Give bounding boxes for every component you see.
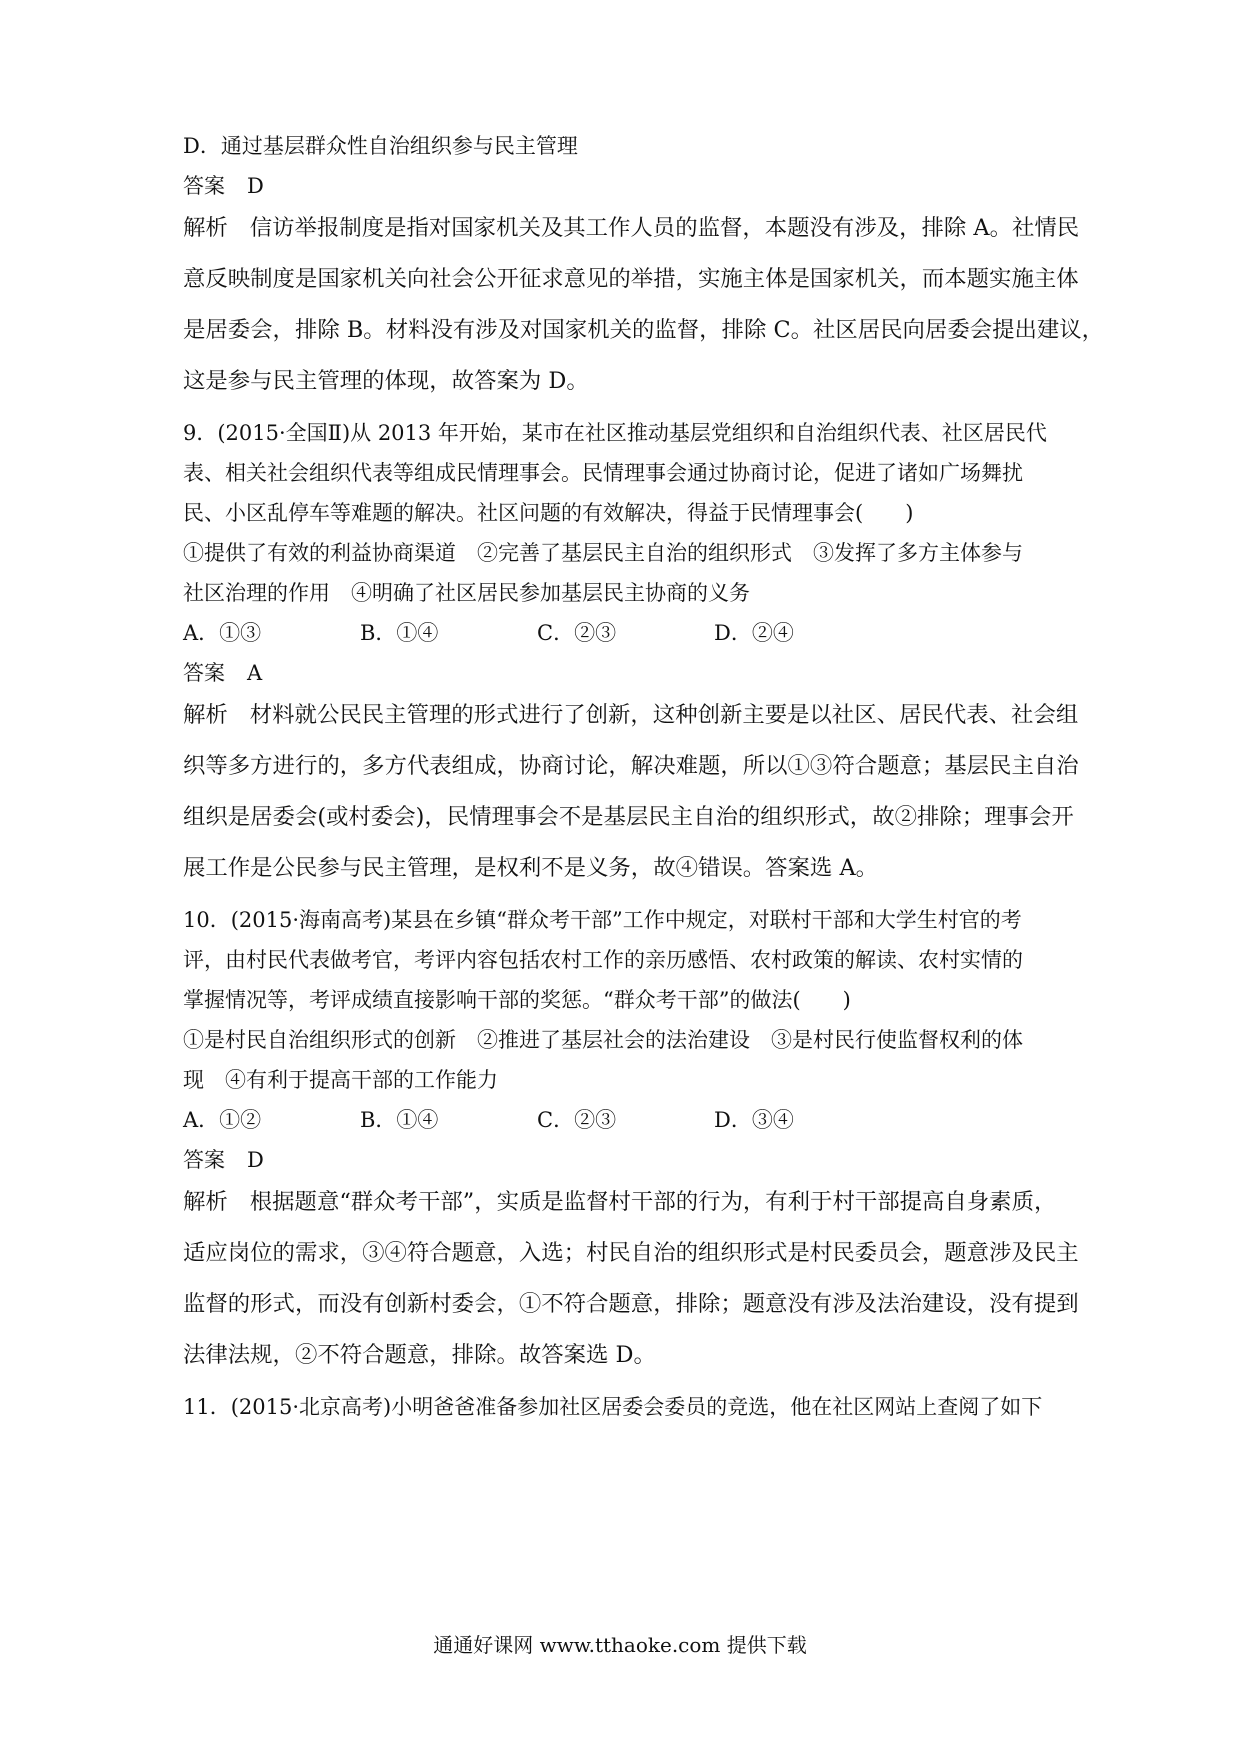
q10-analysis-line-2: 适应岗位的需求，③④符合题意，入选；村民自治的组织形式是村民委员会，题意涉及民主	[183, 1240, 1079, 1266]
q9-line-2: 表、相关社会组织代表等组成民情理事会。民情理事会通过协商讨论，促进了诸如广场舞扰	[183, 461, 1023, 485]
q10-line-2: 评，由村民代表做考官，考评内容包括农村工作的亲历感悟、农村政策的解读、农村实情的	[183, 948, 1023, 972]
q8-answer	[183, 171, 1063, 201]
q9-analysis-line-1	[183, 700, 1079, 730]
q9-analysis-line-4: 展工作是公民参与民主管理，是权利不是义务，故④错误。答案选 A。	[183, 855, 879, 881]
answer-value: D	[247, 174, 264, 198]
analysis-text: 材料就公民民主管理的形式进行了创新，这种创新主要是以社区、居民代表、社会组	[249, 702, 1079, 728]
q10-line-1: 10．(2015·海南高考)某县在乡镇“群众考干部”工作中规定，对联村干部和大学生村官的考	[183, 908, 1022, 932]
q8-analysis-line-2: 意反映制度是国家机关向社会公开征求意见的举措，实施主体是国家机关，而本题实施主体	[183, 266, 1079, 292]
q11-line-1: 11．(2015·北京高考)小明爸爸准备参加社区居委会委员的竞选，他在社区网站上查阅了如下	[183, 1395, 1043, 1419]
answer-label: 答案	[183, 174, 225, 198]
analysis-label: 解析	[183, 702, 228, 728]
q10-option-b: B．①④	[360, 1108, 439, 1132]
q9-answer	[183, 658, 1063, 688]
q10-line-5: 现 ④有利于提高干部的工作能力	[183, 1068, 498, 1092]
q9-line-3: 民、小区乱停车等难题的解决。社区问题的有效解决，得益于民情理事会( )	[183, 501, 914, 525]
page-footer: 通通好课网 www.tthaoke.com 提供下载	[433, 1633, 807, 1657]
q10-option-a: A．①②	[183, 1108, 262, 1132]
q9-option-b: B．①④	[360, 621, 439, 645]
q9-line-5: 社区治理的作用 ④明确了社区居民参加基层民主协商的义务	[183, 581, 750, 605]
q10-analysis-line-1	[183, 1187, 1063, 1217]
q9-option-c: C．②③	[537, 621, 617, 645]
q10-analysis-line-3: 监督的形式，而没有创新村委会，①不符合题意，排除；题意没有涉及法治建设，没有提到	[183, 1291, 1079, 1317]
analysis-text: 信访举报制度是指对国家机关及其工作人员的监督，本题没有涉及，排除 A。社情民	[249, 215, 1080, 241]
q8-analysis-line-1	[183, 213, 1080, 243]
q8-option-d: D．通过基层群众性自治组织参与民主管理	[183, 134, 578, 158]
q10-option-c: C．②③	[537, 1108, 617, 1132]
q10-option-d: D．③④	[714, 1108, 794, 1132]
answer-label: 答案	[183, 1148, 225, 1172]
analysis-label: 解析	[183, 1189, 228, 1215]
q9-line-1: 9．(2015·全国Ⅱ)从 2013 年开始，某市在社区推动基层党组织和自治组织代表、社区居民代	[183, 421, 1047, 445]
q8-analysis-line-4: 这是参与民主管理的体现，故答案为 D。	[183, 368, 589, 394]
q9-line-4: ①提供了有效的利益协商渠道 ②完善了基层民主自治的组织形式 ③发挥了多方主体参与	[183, 541, 1023, 565]
analysis-text: 根据题意“群众考干部”，实质是监督村干部的行为，有利于村干部提高自身素质，	[249, 1189, 1057, 1215]
answer-value: A	[247, 661, 263, 685]
answer-value: D	[247, 1148, 264, 1172]
q10-line-4: ①是村民自治组织形式的创新 ②推进了基层社会的法治建设 ③是村民行使监督权利的体	[183, 1028, 1023, 1052]
q9-analysis-line-2: 织等多方进行的，多方代表组成，协商讨论，解决难题，所以①③符合题意；基层民主自治	[183, 753, 1079, 779]
answer-label: 答案	[183, 661, 225, 685]
q9-option-d: D．②④	[714, 621, 794, 645]
q9-option-a: A．①③	[183, 621, 262, 645]
q10-analysis-line-4: 法律法规，②不符合题意，排除。故答案选 D。	[183, 1342, 656, 1368]
analysis-label: 解析	[183, 215, 228, 241]
q10-line-3: 掌握情况等，考评成绩直接影响干部的奖惩。“群众考干部”的做法( )	[183, 988, 851, 1012]
q9-options	[183, 618, 1063, 648]
q10-answer	[183, 1145, 1063, 1175]
q9-analysis-line-3: 组织是居委会(或村委会)，民情理事会不是基层民主自治的组织形式，故②排除；理事会开	[183, 804, 1074, 830]
q8-analysis-line-3: 是居委会，排除 B。材料没有涉及对国家机关的监督，排除 C。社区居民向居委会提出建议，	[183, 317, 1105, 343]
q10-options	[183, 1105, 1063, 1135]
